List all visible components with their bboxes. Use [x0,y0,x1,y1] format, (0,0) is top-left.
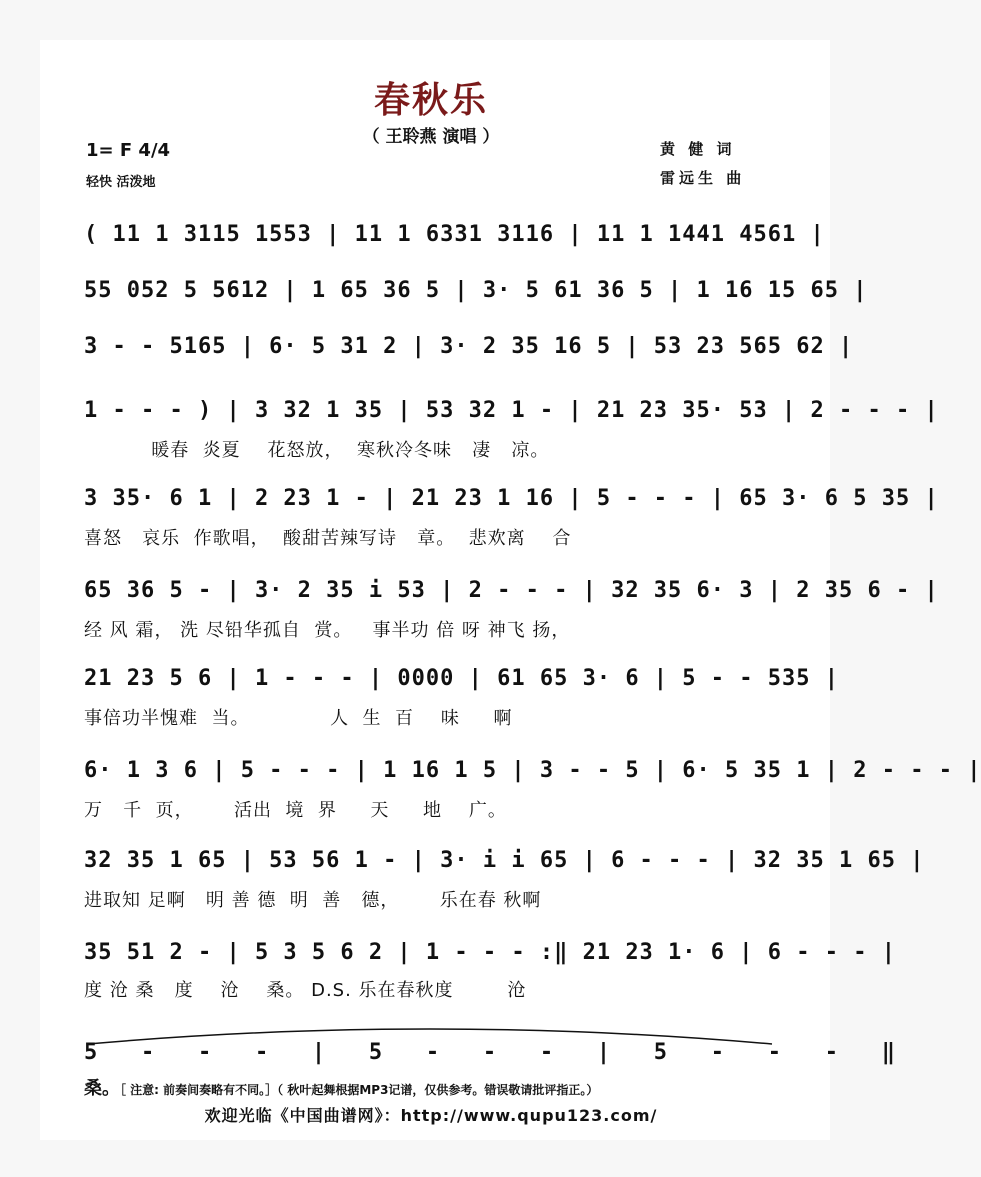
singer-line: （ 王聆燕 演唱 ） [362,127,500,147]
notation-row-5: 3 35· 6 1 | 2 23 1 - | 21 23 1 16 | 5 - - - | 65 3· 6 5 35 | [84,486,939,511]
notation-row-4: 1 - - - ) | 3 32 1 35 | 53 32 1 - | 21 23 35· 53 | 2 - - - | [84,398,939,423]
lyricist: 黄 健 词 [660,140,736,158]
composer: 雷远生 曲 [660,169,746,187]
transcription-note: ［ 注意: 前奏间奏略有不同。］（ 秋叶起舞根据MP3记谱，仅供参考。错误敬请批评指正。） [120,1083,599,1097]
notation-row-11: 5 - - - | 5 - - - | 5 - - - ‖ [84,1040,896,1065]
notation-row-6: 65 36 5 - | 3· 2 35 i 53 | 2 - - - | 32 35 6· 3 | 2 35 6 - | [84,578,939,603]
footer-note [84,1074,598,1100]
lyric-row-5: 喜怒 哀乐 作歌唱， 酸甜苦辣写诗 章。 悲欢离 合 [84,528,572,549]
key-signature: 1= F 4/4 [86,140,171,161]
notation-row-7: 21 23 5 6 | 1 - - - | 0000 | 61 65 3· 6 | 5 - - 535 | [84,666,839,691]
lyric-row-10: 度 沧 桑 度 沧 桑。 D.S. 乐在春秋度 沧 [84,980,527,1001]
lyric-row-8: 万 千 页， 活出 境 界 天 地 广。 [84,800,507,821]
lyric-row-4: 暖春 炎夏 花怒放， 寒秋冷冬味 凄 凉。 [84,440,550,461]
notation-row-10: 35 51 2 - | 5 3 5 6 2 | 1 - - - :‖ 21 23 1· 6 | 6 - - - | [84,940,896,965]
lyric-row-6: 经 风 霜， 洗 尽铅华孤自 赏。 事半功 倍 呀 神飞 扬， [84,620,571,641]
notation-row-3: 3 - - 5165 | 6· 5 31 2 | 3· 2 35 16 5 | 53 23 565 62 | [84,334,854,359]
notation-row-8: 6· 1 3 6 | 5 - - - | 1 16 1 5 | 3 - - 5 | 6· 5 35 1 | 2 - - - | [84,758,981,783]
notation-row-9: 32 35 1 65 | 53 56 1 - | 3· i i 65 | 6 - - - | 32 35 1 65 | [84,848,925,873]
notation-row-2: 55 052 5 5612 | 1 65 36 5 | 3· 5 61 36 5 | 1 16 15 65 | [84,278,868,303]
song-title: 春秋乐 [373,80,488,121]
last-lyric: 桑。 [84,1078,120,1099]
lyric-row-9: 进取知 足啊 明 善 德 明 善 德， 乐在春 秋啊 [84,890,542,911]
credits [660,135,745,193]
lyric-row-7: 事倍功半愧难 当。 人 生 百 味 啊 [84,708,513,729]
site-footer: 欢迎光临《中国曲谱网》：http://www.qupu123.com/ [204,1106,658,1125]
tempo-marking: 轻快 活泼地 [86,175,156,190]
notation-row-1: ( 11 1 3115 1553 | 11 1 6331 3116 | 11 1 1441 4561 | [84,222,825,247]
